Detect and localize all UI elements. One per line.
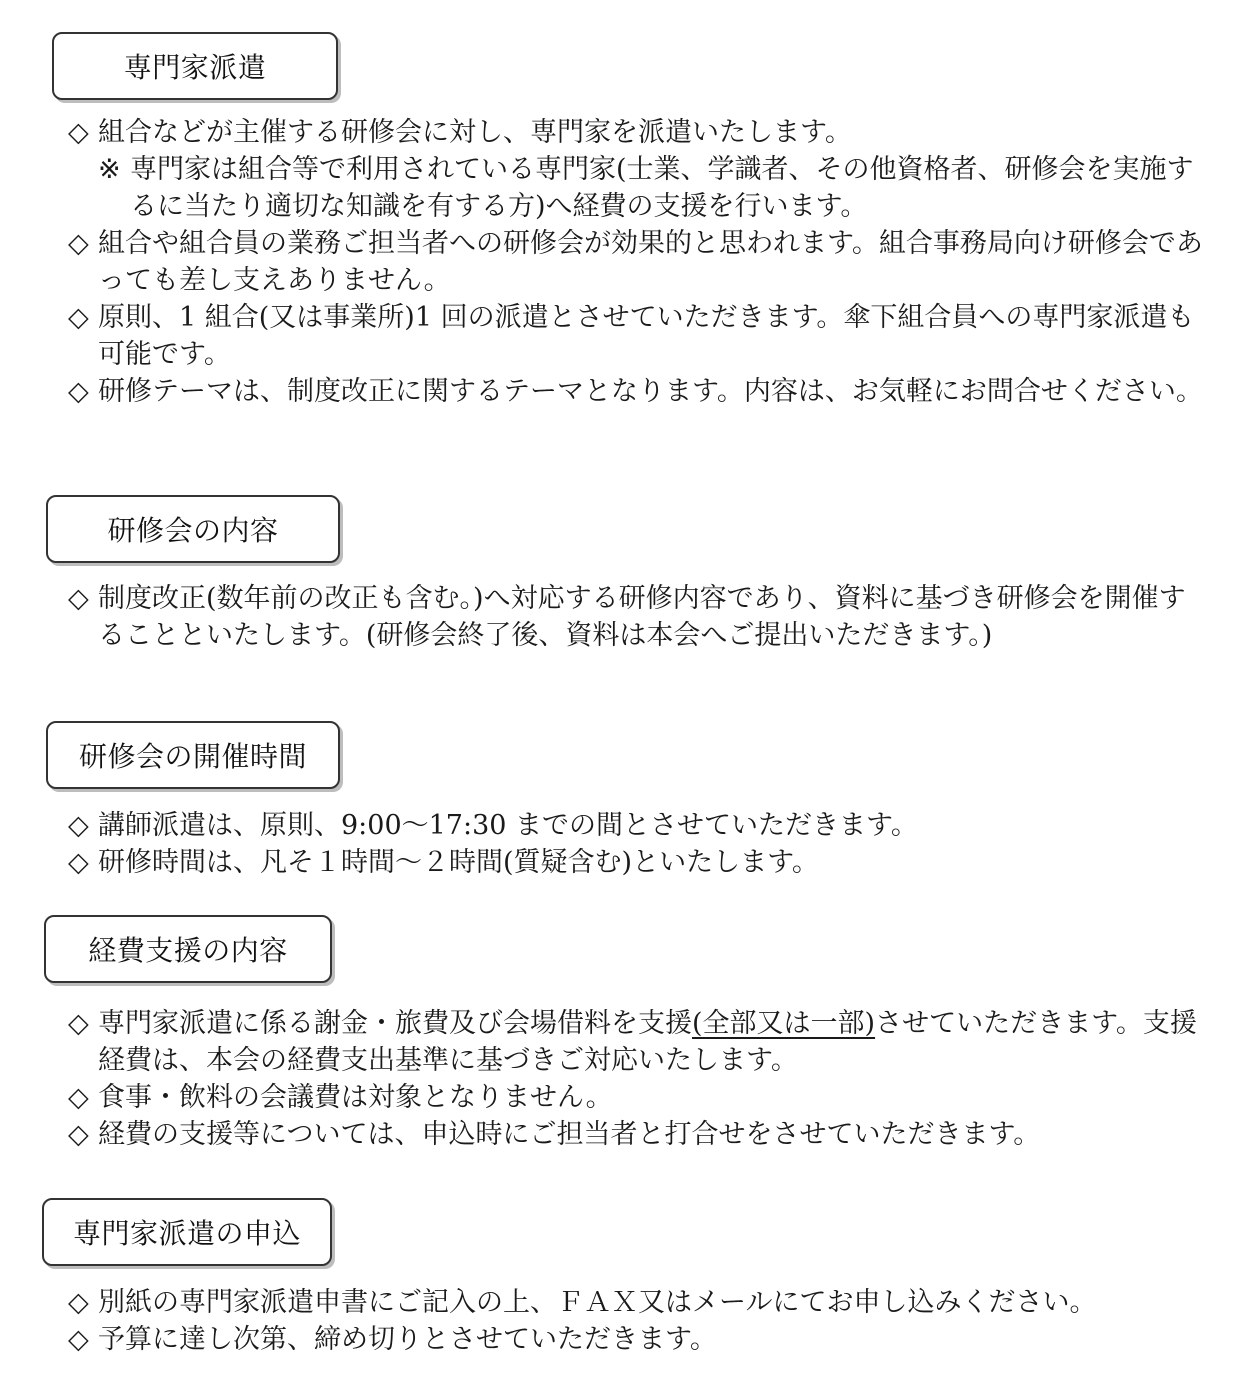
note-text: 専門家は組合等で利用されている専門家(士業、学識者、その他資格者、研修会を実施するに当たり適切な知識を有する方)へ経費の支援を行います。	[130, 154, 1194, 222]
list-item-text: 組合などが主催する研修会に対し、専門家を派遣いたします。	[98, 117, 852, 148]
list-item	[68, 1284, 1208, 1321]
list-item-text: させていただきます。支援経費は、本会の経費支出基準に基づきご対応いたします。	[98, 1008, 1197, 1076]
diamond-bullet-icon: ◇	[68, 302, 89, 333]
bullet-list	[68, 114, 1208, 410]
list-item-text: 研修時間は、凡そ１時間～２時間(質疑含む)といたします。	[98, 847, 819, 878]
diamond-bullet-icon: ◇	[68, 1008, 89, 1039]
diamond-bullet-icon: ◇	[68, 1119, 89, 1150]
heading-text: 経費支援の内容	[88, 934, 288, 967]
diamond-bullet-icon: ◇	[68, 583, 89, 614]
heading-training-content	[46, 495, 340, 563]
list-item	[68, 844, 1208, 881]
heading-application	[42, 1198, 332, 1266]
heading-text: 専門家派遣の申込	[72, 1217, 301, 1250]
diamond-bullet-icon: ◇	[68, 810, 89, 841]
bullet-list	[68, 1284, 1208, 1358]
heading-text: 研修会の内容	[107, 514, 279, 547]
list-item-text: 講師派遣は、原則、9:00～17:30 までの間とさせていただきます。	[98, 810, 918, 841]
heading-text: 研修会の開催時間	[78, 740, 307, 773]
bullet-list	[68, 580, 1208, 654]
list-item	[68, 1321, 1208, 1358]
list-item	[68, 1116, 1208, 1153]
diamond-bullet-icon: ◇	[68, 228, 89, 259]
list-item	[68, 1005, 1208, 1079]
diamond-bullet-icon: ◇	[68, 1287, 89, 1318]
list-item-text: 原則、1 組合(又は事業所)1 回の派遣とさせていただきます。傘下組合員への専門家派遣も可能です。	[98, 302, 1195, 370]
list-item-text: 制度改正(数年前の改正も含む。)へ対応する研修内容であり、資料に基づき研修会を開催することといたします。(研修会終了後、資料は本会へご提出いただきます。)	[98, 583, 1186, 651]
diamond-bullet-icon: ◇	[68, 1324, 89, 1355]
diamond-bullet-icon: ◇	[68, 117, 89, 148]
list-item-text: 経費の支援等については、申込時にご担当者と打合せをさせていただきます。	[98, 1119, 1041, 1150]
list-item	[68, 225, 1208, 299]
note-mark-icon: ※	[98, 154, 121, 185]
list-item-text: 別紙の専門家派遣申書にご記入の上、ＦＡＸ又はメールにてお申し込みください。	[98, 1287, 1097, 1318]
list-item	[68, 373, 1208, 410]
heading-expense-support	[44, 915, 332, 983]
underlined-scope-text: (全部又は一部)	[692, 1008, 876, 1039]
heading-text: 専門家派遣	[123, 51, 267, 84]
heading-expert-dispatch	[52, 32, 338, 100]
bullet-list	[68, 1005, 1208, 1153]
diamond-bullet-icon: ◇	[68, 847, 89, 878]
list-item	[68, 1079, 1208, 1116]
list-item	[68, 299, 1208, 373]
list-item-text: 研修テーマは、制度改正に関するテーマとなります。内容は、お気軽にお問合せください。	[98, 376, 1203, 407]
note-item	[68, 151, 1208, 225]
list-item-text: 専門家派遣に係る謝金・旅費及び会場借料を支援	[98, 1008, 692, 1039]
diamond-bullet-icon: ◇	[68, 1082, 89, 1113]
list-item-text: 予算に達し次第、締め切りとさせていただきます。	[98, 1324, 717, 1355]
list-item-text: 食事・飲料の会議費は対象となりません。	[98, 1082, 613, 1113]
list-item	[68, 114, 1208, 151]
list-item	[68, 807, 1208, 844]
heading-training-hours	[46, 721, 340, 789]
list-item	[68, 580, 1208, 654]
list-item-text: 組合や組合員の業務ご担当者への研修会が効果的と思われます。組合事務局向け研修会であっても差し支えありません。	[98, 228, 1203, 296]
diamond-bullet-icon: ◇	[68, 376, 89, 407]
bullet-list	[68, 807, 1208, 881]
